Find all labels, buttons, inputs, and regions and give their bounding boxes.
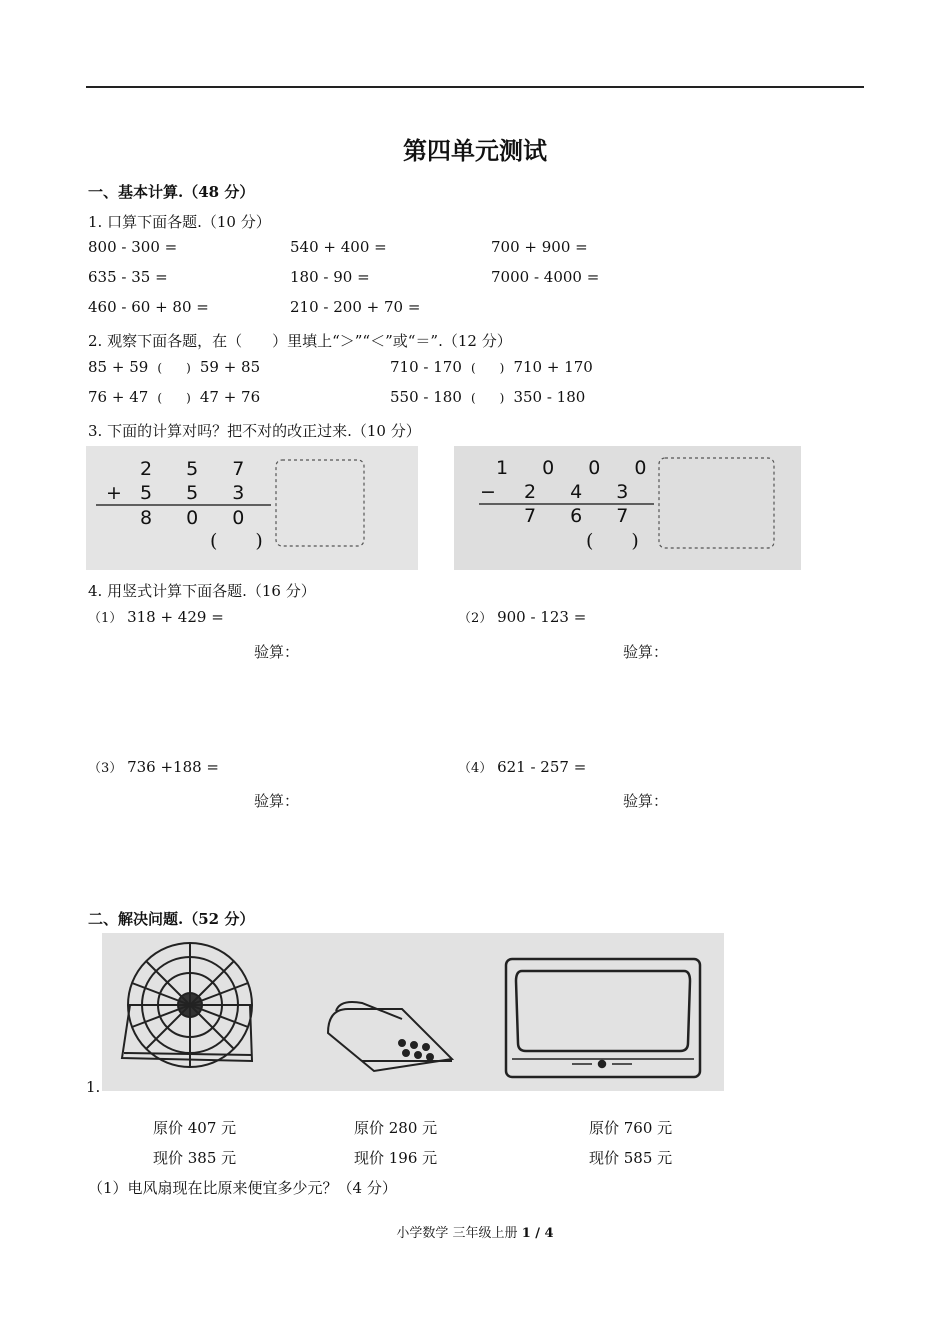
q1-item: 800 - 300 = bbox=[88, 238, 178, 256]
vertical-calc-left bbox=[86, 446, 418, 570]
q2-expr: 550 - 180 bbox=[390, 388, 462, 406]
q3-label: 3. 下面的计算对吗？把不对的改正过来.（10 分） bbox=[88, 422, 421, 440]
q1-item: 635 - 35 = bbox=[88, 268, 168, 286]
price-current: 现价 585 元 bbox=[589, 1149, 673, 1167]
check-label: 验算： bbox=[623, 792, 669, 810]
q4-number: （4） bbox=[458, 761, 493, 776]
page-number: 1 / 4 bbox=[521, 1226, 554, 1241]
q4-item bbox=[88, 607, 224, 626]
calc-result: 8 0 0 bbox=[140, 507, 259, 529]
q2-expr: 710 + 170 bbox=[513, 358, 593, 376]
calc-operator: − bbox=[480, 481, 510, 503]
q2-expr: 59 + 85 bbox=[199, 358, 261, 376]
price-original: 原价 280 元 bbox=[354, 1119, 438, 1137]
q4-number: （3） bbox=[88, 761, 123, 776]
section-one-heading: 一、基本计算.（48 分） bbox=[88, 183, 255, 201]
q2-expr: 350 - 180 bbox=[513, 388, 586, 406]
check-label: 验算： bbox=[623, 643, 669, 661]
header-rule bbox=[86, 86, 864, 88]
q4-expr: 621 - 257 = bbox=[497, 758, 587, 776]
q4-number: （1） bbox=[88, 611, 123, 626]
calc-result: 7 6 7 bbox=[524, 505, 643, 527]
q2-row bbox=[390, 388, 585, 406]
judge-blank[interactable]: ( ) bbox=[210, 530, 263, 552]
q2-row bbox=[88, 388, 260, 406]
price-original: 原价 760 元 bbox=[589, 1119, 673, 1137]
q2-label: 2. 观察下面各题，在（ ）里填上“＞”“＜”或“＝”.（12 分） bbox=[88, 332, 512, 350]
calc-operator: + bbox=[106, 482, 136, 504]
compare-blank[interactable]: ( ) bbox=[470, 361, 505, 375]
q1-item: 7000 - 4000 = bbox=[491, 268, 600, 286]
judge-blank[interactable]: ( ) bbox=[586, 530, 639, 552]
check-label: 验算： bbox=[254, 643, 300, 661]
vertical-calc-right bbox=[454, 446, 801, 570]
q1-item: 210 - 200 + 70 = bbox=[290, 298, 421, 316]
telephone-icon bbox=[328, 1002, 452, 1071]
q4-number: （2） bbox=[458, 611, 493, 626]
q1-item: 540 + 400 = bbox=[290, 238, 387, 256]
q4-label: 4. 用竖式计算下面各题.（16 分） bbox=[88, 582, 316, 600]
calc-line2: 5 5 3 bbox=[140, 482, 259, 504]
page-footer bbox=[0, 1222, 950, 1241]
price-current: 现价 196 元 bbox=[354, 1149, 438, 1167]
calc-line1: 2 5 7 bbox=[140, 458, 259, 480]
q1-item: 180 - 90 = bbox=[290, 268, 370, 286]
compare-blank[interactable]: ( ) bbox=[157, 361, 191, 375]
q4-item bbox=[88, 757, 219, 776]
check-label: 验算： bbox=[254, 792, 300, 810]
q4-expr: 736 +188 = bbox=[127, 758, 219, 776]
footer-text: 小学数学 三年级上册 bbox=[396, 1226, 518, 1241]
calc-line2: 2 4 3 bbox=[524, 481, 643, 503]
s2-subquestion: （1）电风扇现在比原来便宜多少元？（4 分） bbox=[88, 1179, 397, 1197]
section-two-heading: 二、解决问题.（52 分） bbox=[88, 910, 255, 928]
q2-expr: 85 + 59 bbox=[88, 358, 149, 376]
q1-item: 700 + 900 = bbox=[491, 238, 588, 256]
q2-row bbox=[88, 358, 260, 376]
q4-expr: 318 + 429 = bbox=[127, 608, 224, 626]
compare-blank[interactable]: ( ) bbox=[157, 391, 191, 405]
q1-item: 460 - 60 + 80 = bbox=[88, 298, 209, 316]
q4-expr: 900 - 123 = bbox=[497, 608, 587, 626]
q2-expr: 47 + 76 bbox=[199, 388, 261, 406]
calc-line1: 1 0 0 0 bbox=[496, 457, 661, 479]
q2-row bbox=[390, 358, 593, 376]
q1-label: 1. 口算下面各题.（10 分） bbox=[88, 213, 271, 231]
television-icon bbox=[506, 959, 700, 1077]
electric-fan-icon bbox=[122, 943, 252, 1067]
s2-q1-number: 1. bbox=[86, 1078, 101, 1096]
price-current: 现价 385 元 bbox=[153, 1149, 237, 1167]
price-original: 原价 407 元 bbox=[153, 1119, 237, 1137]
q2-expr: 76 + 47 bbox=[88, 388, 149, 406]
q4-item bbox=[458, 757, 586, 776]
q2-expr: 710 - 170 bbox=[390, 358, 462, 376]
compare-blank[interactable]: ( ) bbox=[470, 391, 505, 405]
page-title: 第四单元测试 bbox=[403, 136, 547, 165]
q4-item bbox=[458, 607, 586, 626]
products-photo bbox=[102, 933, 724, 1091]
